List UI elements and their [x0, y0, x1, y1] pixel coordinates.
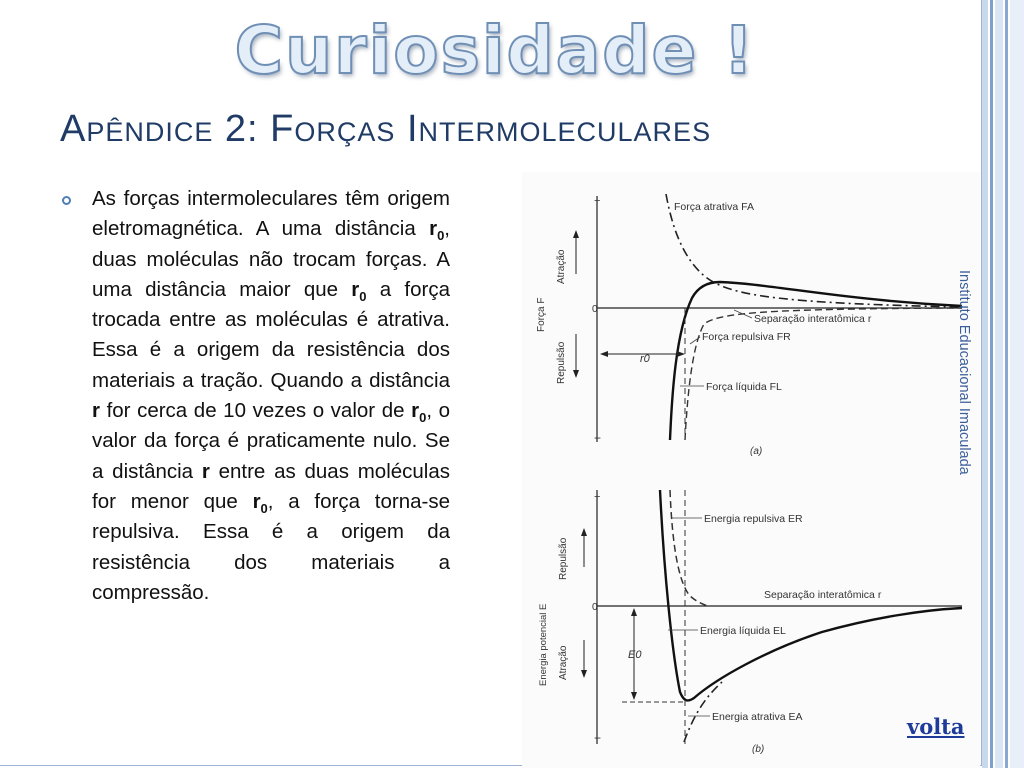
plot-b-plus: + [594, 491, 601, 503]
plot-a-attraction-label: Atração [556, 249, 567, 284]
plot-a-repulsive-label: Força repulsiva FR [702, 331, 791, 343]
back-link[interactable]: volta [907, 714, 965, 739]
plot-b-e0: E0 [628, 649, 642, 661]
plot-a-r0: r0 [640, 353, 650, 365]
plot-a-y-label: Força F [536, 297, 547, 332]
slide-title: Curiosidade ! [234, 12, 756, 89]
plot-b-attractive-label: Energia atrativa EA [712, 711, 803, 723]
plot-b-caption: (b) [752, 744, 765, 755]
plot-a-attractive-label: Força atrativa FA [674, 201, 754, 213]
plot-a-minus: − [594, 431, 602, 445]
plot-a-separation-label: Separação interatômica r [754, 313, 872, 325]
bullet-icon [62, 196, 71, 205]
plot-a-repulsion-label: Repulsão [556, 341, 567, 384]
plot-b-attraction-label: Atração [558, 645, 569, 680]
plot-a-zero: 0 [592, 304, 598, 315]
plot-b-separation-label: Separação interatômica r [764, 589, 882, 601]
body-paragraph: As forças intermoleculares têm origem eletromagnética. A uma distância $r_0$, duas moléculas não trocam forças. A uma distância maior que $r_0$ a força trocada entre as moléculas é atrativa. Essa é a origem da resistência dos materiais a tração. Quando a distância r for cerca de 10 vezes o valor de $r_0$, o valor da força é praticamente nulo. Se a distância r entre as duas moléculas for menor que $r_0$, a força torna-se repulsiva. Essa é a origem da resistência dos materiais a compressão. [92, 187, 451, 604]
decorative-stripes [982, 0, 1024, 768]
plot-b-minus: − [594, 731, 602, 745]
plot-b-zero: 0 [592, 602, 598, 613]
institution-watermark: Instituto Educacional Imaculada [956, 270, 972, 475]
force-energy-figure [522, 172, 980, 768]
plot-b-net-label: Energia líquida EL [700, 625, 786, 637]
slide-subtitle: Apêndice 2: Forças Intermoleculares [60, 108, 712, 150]
plot-b-repulsive-label: Energia repulsiva ER [704, 513, 803, 525]
plot-b-y-label: Energia potencial E [538, 603, 549, 686]
plot-a-net-label: Força líquida FL [706, 381, 782, 393]
plot-a-plus: + [594, 195, 601, 207]
plot-a-caption: (a) [750, 446, 763, 457]
plot-b-repulsion-label: Repulsão [558, 537, 569, 580]
